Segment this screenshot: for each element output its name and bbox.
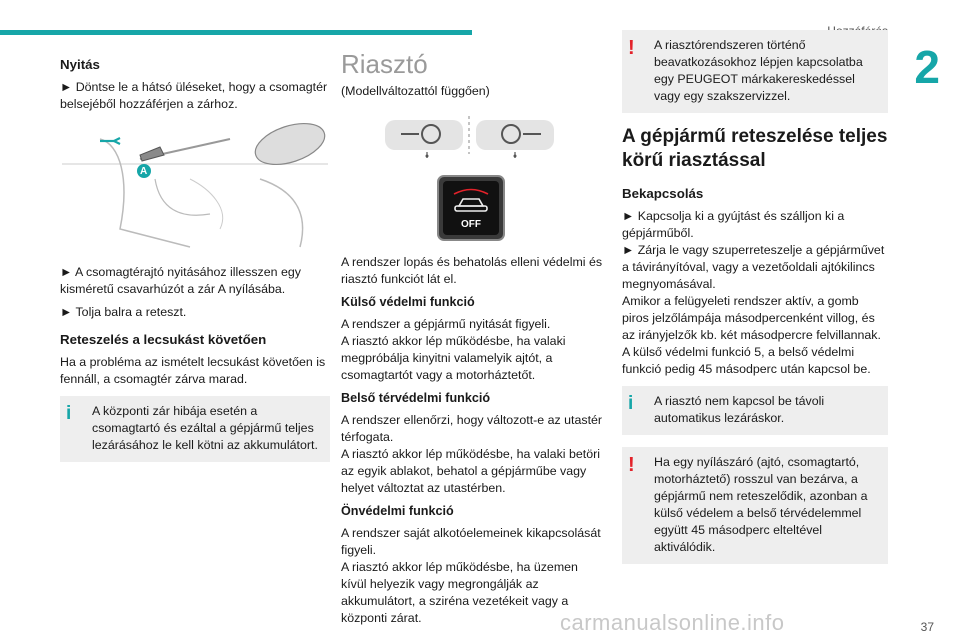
warning-box: [622, 30, 888, 113]
watermark: carmanualsonline.info: [560, 610, 785, 635]
paragraph: ► A csomagtérajtó nyitásához illesszen egy kisméretű csavarhúzót a zár A nyílásába.: [60, 265, 301, 296]
heading-exterior: Külső védelmi funkció: [341, 295, 475, 309]
paragraph: A riasztó akkor lép működésbe, ha üzemen kívül helyezik vagy megrongálják az akkumulátort, a sziréna vezetékeit vagy a központi zárat.: [341, 560, 578, 625]
chapter-number: 2: [914, 41, 940, 93]
info-icon: i: [628, 393, 634, 414]
warning-text: Ha egy nyílászáró (ajtó, csomagtartó, motorháztető) rosszul van bezárva, a gépjármű nem reteszelődik, azonban a külső védelem a belső térvédelemmel együtt 45 másodperc elteltével aktiválódik.: [654, 455, 868, 554]
paragraph: A rendszer a gépjármű nyitását figyeli.: [341, 317, 551, 331]
heading-interior: Belső térvédelmi funkció: [341, 391, 491, 405]
figure-label-a: A: [140, 166, 148, 177]
info-box: [622, 386, 888, 435]
paragraph: ► Kapcsolja ki a gyújtást és szálljon ki a gépjárműből.: [622, 209, 845, 240]
warning-text: A riasztórendszeren történő beavatkozásokhoz lépjen kapcsolatba egy PEUGEOT márkakereskedéssel vagy egy szakszervizzel.: [654, 38, 863, 103]
info-icon: i: [66, 403, 72, 424]
paragraph: ► Zárja le vagy szuperreteszelje a gépjárművet a távirányítóval, vagy a vezetőoldali ajtókilincs megnyomásával.: [622, 243, 885, 291]
section-heading-full-alarm: A gépjármű reteszelése teljes körű riasztással: [622, 126, 888, 171]
page-number: 37: [920, 620, 934, 634]
column-3: [622, 30, 888, 576]
warning-icon: !: [628, 454, 635, 476]
paragraph: A riasztó akkor lép működésbe, ha valaki betöri az egyik ablakot, behatol a gépjárműbe vagy helyet változtat az utastérben.: [341, 447, 600, 495]
info-text: A központi zár hibája esetén a csomagtartó és ezáltal a gépjármű teljes lezárásához le kell kötni az akkumulátort.: [92, 404, 318, 452]
trunk-lock-illustration: [60, 119, 330, 254]
paragraph: Amikor a felügyeleti rendszer aktív, a gomb piros jelzőlámpája másodpercenként villog, és az irányjelzők kb. két másodpercre felvillannak.: [622, 294, 881, 342]
paragraph: ► Döntse le a hátsó üléseket, hogy a csomagtér belsejéből hozzáférjen a zárhoz.: [60, 80, 328, 111]
column-2: [341, 49, 603, 633]
heading-locking: Reteszelés a lecsukást követően: [60, 332, 267, 347]
info-box: [60, 396, 330, 462]
info-text: A riasztó nem kapcsol be távoli automatikus lezáráskor.: [654, 394, 825, 425]
paragraph: A rendszer lopás és behatolás elleni védelmi és riasztó funkciót lát el.: [341, 255, 603, 286]
heading-opening: Nyitás: [60, 57, 100, 72]
alarm-illustration: [341, 106, 603, 244]
paragraph: A rendszer saját alkotóelemeinek kikapcsolását figyeli.: [341, 526, 601, 557]
heading-activation: Bekapcsolás: [622, 186, 704, 201]
column-1: [60, 52, 330, 474]
paragraph: A riasztó akkor lép működésbe, ha valaki megpróbálja kinyitni valamelyik ajtót, a csomagtartót vagy a motorháztetőt.: [341, 334, 566, 382]
section-heading-alarm: Riasztó: [341, 49, 428, 79]
subtitle: (Modellváltozattól függően): [341, 84, 490, 98]
alarm-button-off-label: OFF: [461, 219, 481, 230]
paragraph: A külső védelmi funkció 5, a belső védelmi funkció pedig 45 másodperc után kapcsol be.: [622, 345, 871, 376]
warning-box: [622, 447, 888, 564]
paragraph: A rendszer ellenőrzi, hogy változott-e az utastér térfogata.: [341, 413, 603, 444]
paragraph: Ha a probléma az ismételt lecsukást követően is fennáll, a csomagtér zárva marad.: [60, 355, 326, 386]
heading-self-protection: Önvédelmi funkció: [341, 504, 454, 518]
header-accent-bar: [0, 30, 472, 35]
warning-icon: !: [628, 37, 635, 59]
paragraph: ► Tolja balra a reteszt.: [60, 305, 187, 319]
